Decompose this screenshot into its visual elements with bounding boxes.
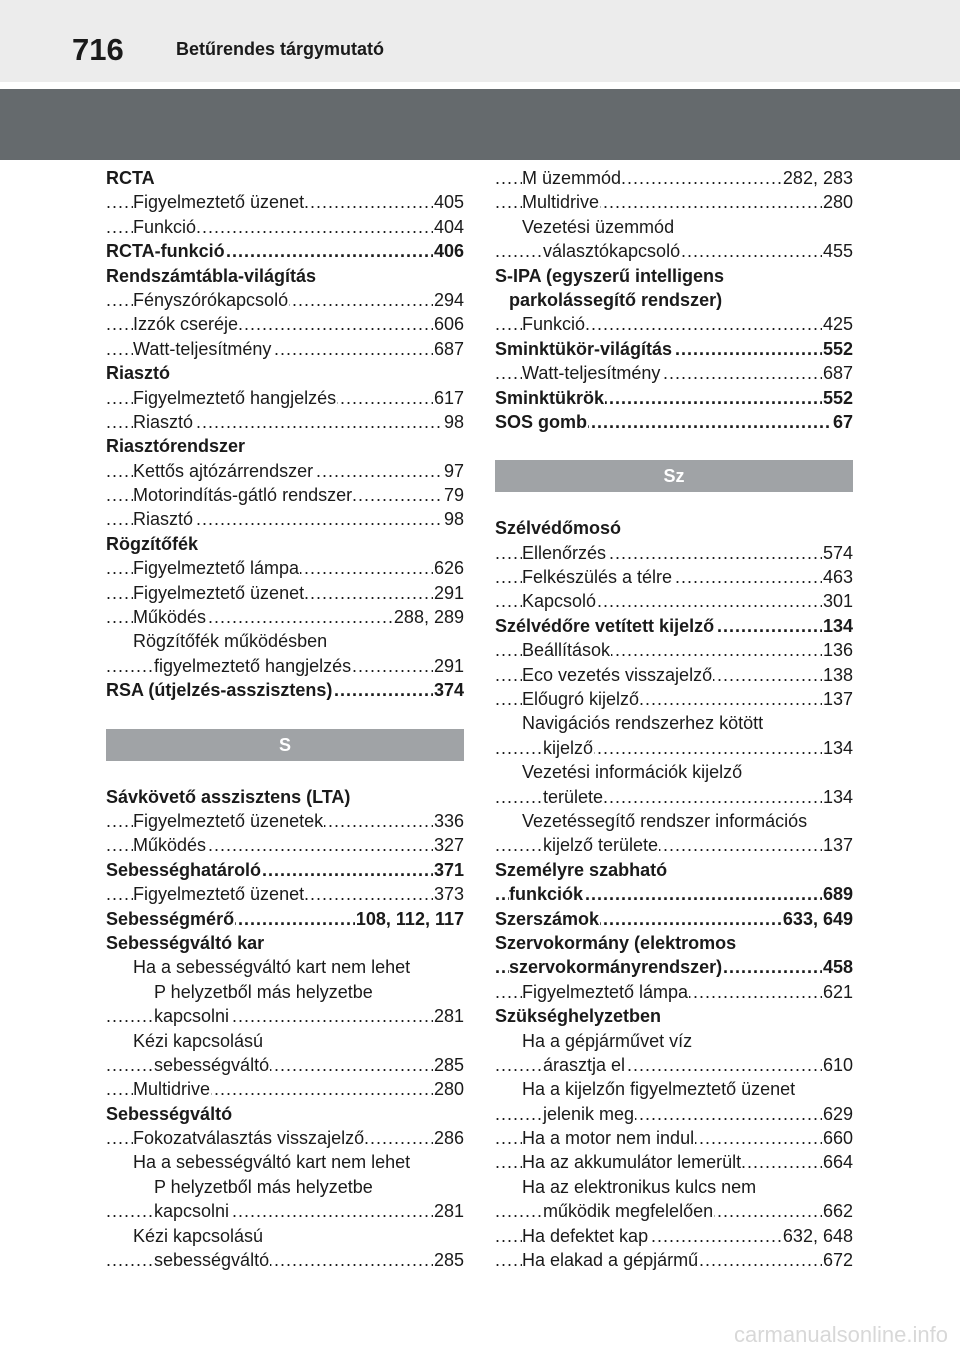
- index-term: Navigációs rendszerhez kötött: [522, 713, 764, 734]
- page-ref: 137: [822, 687, 853, 711]
- index-entry: [106, 1126, 464, 1150]
- index-term: Ellenőrzés: [522, 542, 607, 563]
- running-title: Betűrendes tárgymutató: [176, 39, 385, 59]
- index-term: Fokozatválasztás visszajelző: [133, 1128, 365, 1149]
- index-term: Multidrive: [522, 192, 600, 213]
- index-term: szervokormányrendszer): [509, 957, 723, 978]
- page-ref: 108, 112, 117: [355, 907, 464, 931]
- index-term: Sminktükör-világítás: [495, 338, 673, 359]
- index-term: Kézi kapcsolású: [133, 1030, 264, 1051]
- page-ref: 633, 649: [782, 907, 853, 931]
- page-ref: 301: [822, 589, 853, 613]
- index-entry: [495, 589, 853, 613]
- index-term: parkolássegítő rendszer): [509, 289, 723, 310]
- index-entry: [106, 581, 464, 605]
- index-entry: [495, 1150, 853, 1174]
- index-entry: [495, 215, 853, 239]
- index-entry: [106, 809, 464, 833]
- index-entry: [495, 614, 853, 638]
- page-ref: 405: [433, 190, 464, 214]
- page-ref: 134: [822, 614, 853, 638]
- index-entry: [106, 556, 464, 580]
- page-ref: 687: [822, 361, 853, 385]
- index-term: Kézi kapcsolású: [133, 1225, 264, 1246]
- index-term: Vezetéssegítő rendszer információs: [522, 810, 808, 831]
- index-entry: [495, 410, 853, 434]
- index-entry: [106, 337, 464, 361]
- index-term: Motorindítás-gátló rendszer: [133, 485, 353, 506]
- index-entry: [495, 516, 853, 540]
- index-term: sebességváltó: [154, 1250, 270, 1271]
- index-term: Eco vezetés visszajelző: [522, 664, 713, 685]
- index-term: Figyelmeztető üzenet: [133, 884, 305, 905]
- index-entry: [106, 239, 464, 263]
- index-entry: [495, 931, 853, 955]
- page-ref: 373: [433, 882, 464, 906]
- index-entry: [106, 907, 464, 931]
- index-entry: [106, 629, 464, 653]
- page-ref: 574: [822, 541, 853, 565]
- index-entry: [106, 386, 464, 410]
- index-term: Multidrive: [133, 1079, 211, 1100]
- index-term: Előugró kijelző: [522, 689, 640, 710]
- index-entry: [106, 931, 464, 955]
- index-entry: [106, 1199, 464, 1223]
- index-term: Riasztórendszer: [106, 436, 246, 457]
- index-term: kijelző: [543, 737, 594, 758]
- index-entry: [495, 1077, 853, 1101]
- index-entry: [495, 1248, 853, 1272]
- index-entry: [495, 955, 853, 979]
- index-entry: [495, 1175, 853, 1199]
- index-term: Ha az akkumulátor lemerült: [522, 1152, 742, 1173]
- index-entry: [495, 1029, 853, 1053]
- index-term: S-IPA (egyszerű intelligens: [495, 265, 725, 286]
- index-entry: [106, 605, 464, 629]
- index-entry: [106, 1248, 464, 1272]
- index-entry: [106, 678, 464, 702]
- index-entry: [106, 1224, 464, 1248]
- index-entry: [106, 858, 464, 882]
- page-ref: 689: [822, 882, 853, 906]
- index-entry: [106, 361, 464, 385]
- index-entry: [106, 1150, 464, 1174]
- index-term: Sebességmérő: [106, 908, 235, 929]
- index-term: Sebességváltó: [106, 1103, 233, 1124]
- index-term: P helyzetből más helyzetbe: [154, 1176, 373, 1197]
- index-term: RSA (útjelzés-asszisztens): [106, 680, 333, 701]
- page-ref: 617: [433, 386, 464, 410]
- page-ref: 626: [433, 556, 464, 580]
- index-entry: [495, 785, 853, 809]
- index-entry: [495, 1126, 853, 1150]
- index-entry: [106, 1077, 464, 1101]
- index-term: M üzemmód: [522, 168, 622, 188]
- page-ref: 662: [822, 1199, 853, 1223]
- index-term: területe: [543, 786, 604, 807]
- page-ref: 136: [822, 638, 853, 662]
- page-ref: 134: [822, 785, 853, 809]
- index-term: P helyzetből más helyzetbe: [154, 981, 373, 1002]
- index-term: kapcsolni: [154, 1006, 230, 1027]
- page-ref: 285: [433, 1053, 464, 1077]
- index-entry: [495, 736, 853, 760]
- index-term: Ha az elektronikus kulcs nem: [522, 1176, 757, 1197]
- index-term: Működés: [133, 835, 207, 856]
- page-ref: 660: [822, 1126, 853, 1150]
- index-term: Kapcsoló: [522, 591, 597, 612]
- page-ref: 137: [822, 833, 853, 857]
- page-ref: 336: [433, 809, 464, 833]
- index-entry: [106, 507, 464, 531]
- index-term: kijelző területe: [543, 835, 659, 856]
- page-ref: 286: [433, 1126, 464, 1150]
- index-term: Ha a kijelzőn figyelmeztető üzenet: [522, 1079, 796, 1100]
- index-entry: [106, 215, 464, 239]
- page-ref: 463: [822, 565, 853, 589]
- index-entry: [495, 337, 853, 361]
- page-ref: 294: [433, 288, 464, 312]
- index-column-right: [495, 166, 853, 1272]
- index-entry: [495, 833, 853, 857]
- index-term: Szervokormány (elektromos: [495, 932, 737, 953]
- index-term: Felkészülés a télre: [522, 567, 673, 588]
- index-column-left: [106, 166, 464, 1272]
- index-entry: [106, 532, 464, 556]
- index-entry: [495, 809, 853, 833]
- index-entry: [495, 166, 853, 190]
- page-ref: 610: [822, 1053, 853, 1077]
- index-entry: [106, 654, 464, 678]
- index-entry: [106, 312, 464, 336]
- index-term: RCTA-funkció: [106, 241, 225, 262]
- index-entry: [106, 785, 464, 809]
- index-term: Szükséghelyzetben: [495, 1006, 662, 1027]
- index-term: Figyelmeztető hangjelzés: [133, 387, 337, 408]
- index-entry: [106, 980, 464, 1004]
- index-term: Riasztó: [133, 509, 194, 530]
- page-ref: 98: [443, 507, 464, 531]
- page-ref: 134: [822, 736, 853, 760]
- section-header: S: [106, 729, 464, 761]
- index-term: Szerszámok: [495, 908, 600, 929]
- page-ref: 629: [822, 1102, 853, 1126]
- index-term: figyelmeztető hangjelzés: [154, 655, 352, 676]
- index-entry: [495, 907, 853, 931]
- index-entry: [106, 264, 464, 288]
- page-ref: 281: [433, 1199, 464, 1223]
- index-term: RCTA: [106, 168, 155, 188]
- index-term: Vezetési üzemmód: [522, 216, 675, 237]
- index-entry: [106, 833, 464, 857]
- index-entry: [495, 1224, 853, 1248]
- page-ref: 406: [433, 239, 464, 263]
- index-term: jelenik meg: [543, 1103, 635, 1124]
- index-term: Beállítások: [522, 640, 611, 661]
- page-ref: 67: [832, 410, 853, 434]
- index-term: sebességváltó: [154, 1054, 270, 1075]
- index-entry: [106, 882, 464, 906]
- index-entry: [106, 190, 464, 214]
- page-ref: 327: [433, 833, 464, 857]
- index-entry: [495, 541, 853, 565]
- page-ref: 97: [443, 459, 464, 483]
- index-term: választókapcsoló: [543, 241, 681, 262]
- index-term: Watt-teljesítmény: [522, 363, 661, 384]
- page-ref: 687: [433, 337, 464, 361]
- index-entry: [106, 1029, 464, 1053]
- index-term: Sebességváltó kar: [106, 932, 265, 953]
- index-entry: [106, 1102, 464, 1126]
- page-ref: 552: [822, 386, 853, 410]
- index-entry: [106, 1175, 464, 1199]
- index-entry: [106, 166, 464, 190]
- page-ref: 672: [822, 1248, 853, 1272]
- page-ref: 288, 289: [393, 605, 464, 629]
- index-term: SOS gomb: [495, 411, 588, 432]
- index-entry: [495, 711, 853, 735]
- index-term: Ha a gépjárművet víz: [522, 1030, 693, 1051]
- index-term: Sávkövető asszisztens (LTA): [106, 786, 351, 807]
- index-term: Figyelmeztető lámpa: [133, 558, 300, 579]
- header-band: [0, 89, 960, 160]
- page-ref: 138: [822, 663, 853, 687]
- index-entry: [495, 1004, 853, 1028]
- index-term: Watt-teljesítmény: [133, 338, 272, 359]
- section-header: Sz: [495, 460, 853, 492]
- index-entry: [106, 1053, 464, 1077]
- index-entry: [495, 687, 853, 711]
- index-entry: [106, 459, 464, 483]
- page-ref: 285: [433, 1248, 464, 1272]
- page-ref: 632, 648: [782, 1224, 853, 1248]
- index-term: Sebességhatároló: [106, 859, 262, 880]
- index-entry: [495, 1102, 853, 1126]
- index-term: Figyelmeztető üzenet: [133, 582, 305, 603]
- index-entry: [495, 312, 853, 336]
- page-ref: 282, 283: [782, 166, 853, 190]
- index-term: Személyre szabható: [495, 859, 668, 880]
- page-ref: 664: [822, 1150, 853, 1174]
- page-ref: 291: [433, 654, 464, 678]
- index-entry: [495, 386, 853, 410]
- index-term: Vezetési információk kijelző: [522, 762, 743, 783]
- index-term: Szélvédőmosó: [495, 518, 622, 539]
- index-term: Kettős ajtózárrendszer: [133, 460, 314, 481]
- index-term: Funkció: [522, 314, 586, 335]
- index-term: Fényszórókapcsoló: [133, 289, 289, 310]
- index-term: kapcsolni: [154, 1201, 230, 1222]
- index-entry: [495, 1199, 853, 1223]
- index-entry: [495, 565, 853, 589]
- index-term: Figyelmeztető üzenetek: [133, 810, 324, 831]
- index-term: Ha a sebességváltó kart nem lehet: [133, 957, 411, 978]
- index-entry: [106, 955, 464, 979]
- index-entry: [106, 410, 464, 434]
- index-term: árasztja el: [543, 1054, 626, 1075]
- page-number: 716: [72, 32, 124, 67]
- index-entry: [495, 858, 853, 882]
- index-term: funkciók: [509, 884, 584, 905]
- index-entry: [106, 288, 464, 312]
- watermark: carmanualsonline.info: [733, 1322, 948, 1347]
- page-ref: 621: [822, 980, 853, 1004]
- index-term: Izzók cseréje: [133, 314, 239, 335]
- index-entry: [495, 980, 853, 1004]
- page-ref: 79: [443, 483, 464, 507]
- page-ref: 280: [433, 1077, 464, 1101]
- page-ref: 458: [822, 955, 853, 979]
- index-entry: [106, 434, 464, 458]
- index-entry: [495, 663, 853, 687]
- page-ref: 455: [822, 239, 853, 263]
- index-term: Ha elakad a gépjármű: [522, 1250, 699, 1271]
- page-ref: 371: [433, 858, 464, 882]
- index-term: Működés: [133, 607, 207, 628]
- index-term: Rendszámtábla-világítás: [106, 265, 317, 286]
- index-term: Sminktükrök: [495, 387, 605, 408]
- index-term: működik megfelelően: [543, 1201, 714, 1222]
- page-ref: 425: [822, 312, 853, 336]
- index-entry: [495, 264, 853, 288]
- page-header-bar: [0, 0, 960, 82]
- index-term: Figyelmeztető üzenet: [133, 192, 305, 213]
- index-term: Figyelmeztető lámpa: [522, 981, 689, 1002]
- index-entry: [495, 239, 853, 263]
- index-entry: [495, 638, 853, 662]
- page-ref: 281: [433, 1004, 464, 1028]
- index-entry: [495, 760, 853, 784]
- index-entry: [495, 361, 853, 385]
- index-term: Ha a motor nem indul: [522, 1128, 695, 1149]
- index-entry: [106, 483, 464, 507]
- page-ref: 98: [443, 410, 464, 434]
- page-ref: 280: [822, 190, 853, 214]
- index-term: Funkció: [133, 216, 197, 237]
- page-ref: 291: [433, 581, 464, 605]
- page-ref: 552: [822, 337, 853, 361]
- index-entry: [495, 190, 853, 214]
- page-ref: 606: [433, 312, 464, 336]
- index-term: Rögzítőfék: [106, 533, 198, 554]
- page-ref: 404: [433, 215, 464, 239]
- index-entry: [495, 1053, 853, 1077]
- index-entry: [106, 1004, 464, 1028]
- index-term: Szélvédőre vetített kijelző: [495, 615, 715, 636]
- index-term: Riasztó: [133, 411, 194, 432]
- index-entry: [495, 288, 853, 312]
- page-ref: 374: [433, 678, 464, 702]
- index-term: Rögzítőfék működésben: [133, 631, 328, 652]
- index-entry: [495, 882, 853, 906]
- index-term: Riasztó: [106, 363, 171, 384]
- index-term: Ha a sebességváltó kart nem lehet: [133, 1152, 411, 1173]
- index-term: Ha defektet kap: [522, 1225, 649, 1246]
